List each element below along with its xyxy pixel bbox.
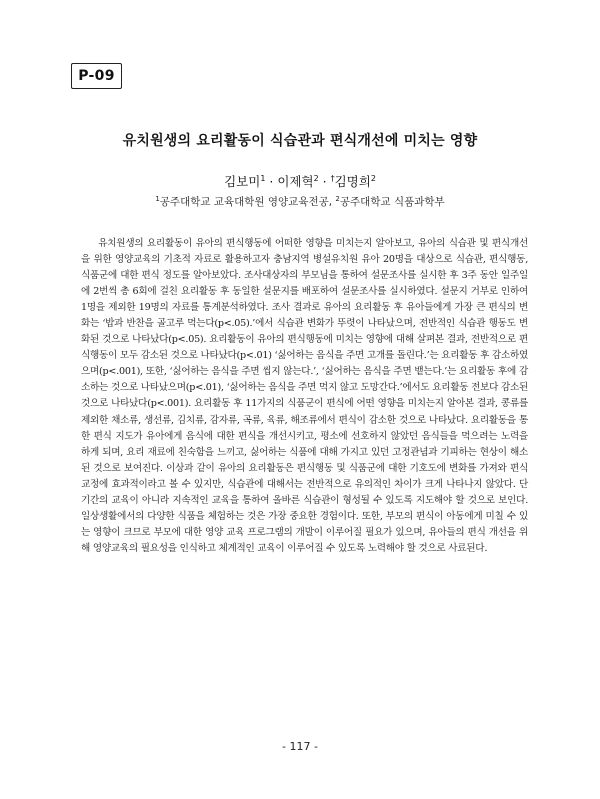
author-affiliation-mark: 1 — [260, 174, 266, 183]
corresponding-author-mark: † — [330, 174, 335, 183]
author-list — [0, 172, 600, 190]
author-name: 이제혁 — [277, 174, 314, 189]
paper-title: 유치원생의 요리활동이 식습관과 편식개선에 미치는 영향 — [122, 133, 478, 149]
page-number: - 117 - — [282, 740, 318, 753]
affiliation-text: 공주대학교 식품과학부 — [339, 196, 445, 208]
author-separator: · — [318, 174, 331, 189]
author-separator: · — [265, 174, 278, 189]
affiliation-mark: 1 — [155, 195, 160, 203]
author-affiliation-mark: 2 — [313, 174, 319, 183]
author-name: 김보미 — [224, 174, 261, 189]
poster-code-badge: P-09 — [71, 63, 122, 89]
affiliation-text: 공주대학교 교육대학원 영양교육전공, — [159, 196, 336, 208]
author-name: 김명희 — [334, 174, 371, 189]
abstract-body: 유치원생의 요리활동이 유아의 편식행동에 어떠한 영향을 미치는지 알아보고, 유아의 식습관 및 편식개선을 위한 영양교육의 기초적 자료로 활용하고자 충남지역 병설유치원 유아 20명을 대상으로 식습관, 편식행동, 식품군에 대한 편식 정도를 알아보았다. 조사대상자의 부모님을 통하여 설문조사를 실시한 후 3주 동안 일주일에 2번씩 총 6회에 걸친 요리활동 후 동일한 설문지를 배포하여 설문조사를 실시하였다. 설문지 거부로 인하여 1명을 제외한 19명의 자료를 통계분석하였다. 조사 결과로 유아의 요리활동 후 유아들에게 가장 큰 편식의 변화는 ‘밥과 반찬을 골고루 먹는다(p<.05).’에서 식습관 변화가 뚜렷이 나타났으며, 전반적인 식습관 행동도 변화된 것으로 나타났다(p<.05). 요리활동이 유아의 편식행동에 미치는 영향에 대해 살펴본 결과, 전반적으로 편식행동이 모두 감소된 것으로 나타났다(p<.01) ‘싫어하는 음식을 주면 고개를 돌린다.’는 요리활동 후 감소하였으며(p<.001), 또한, ‘싫어하는 음식을 주면 씹지 않는다.’, ‘싫어하는 음식을 주면 뱉는다.’는 요리활동 후에 감소하는 것으로 나타났으며(p<.01), ‘싫어하는 음식을 주면 먹지 않고 도망간다.’에서도 요리활동 전보다 감소된 것으로 나타났다(p<.001). 요리활동 후 11가지의 식품군이 편식에 어떤 영향을 미치는지 알아본 결과, 콩류를 제외한 채소류, 생선류, 김치류, 감자류, 곡류, 육류, 해조류에서 편식이 감소한 것으로 나타났다. 요리활동을 통한 편식 지도가 유아에게 음식에 대한 편식을 개선시키고, 평소에 선호하지 않았던 음식들을 먹으려는 노력을 하게 되며, 요리 재료에 친숙함을 느끼고, 싫어하는 식품에 대해 가지고 있던 고정관념과 기피하는 현상이 해소된 것으로 보여진다. 이상과 같이 유아의 요리활동은 편식행동 및 식품군에 대한 기호도에 변화를 가져와 편식교정에 효과적이라고 볼 수 있지만, 식습관에 대해서는 전반적으로 유의적인 차이가 크게 나타나지 않았다. 단기간의 교육이 아니라 지속적인 교육을 통하여 올바른 식습관이 형성될 수 있도록 지도해야 할 것으로 보인다. 일상생활에서의 다양한 식품을 체험하는 것은 가장 중요한 경험이다. 또한, 부모의 편식이 아동에게 미칠 수 있는 영향이 크므로 부모에 대한 영양 교육 프로그램의 개발이 이루어질 필요가 있으며, 유아들의 편식 개선을 위해 영양교육의 필요성을 인식하고 체계적인 교육이 이루어질 수 있도록 노력해야 할 것으로 사료된다. — [81, 238, 528, 554]
author-affiliation-mark: 2 — [370, 174, 376, 183]
affiliation-line — [0, 194, 600, 209]
affiliation-mark: 2 — [335, 195, 340, 203]
